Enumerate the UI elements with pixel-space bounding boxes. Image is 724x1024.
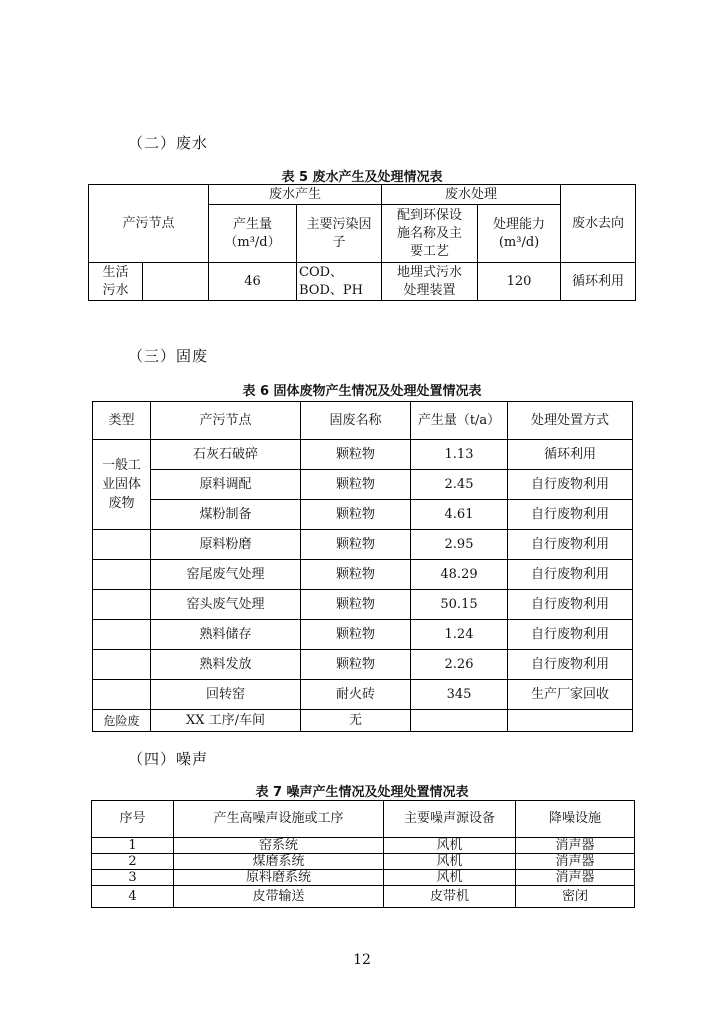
row-method: 自行废物利用 [508, 530, 633, 560]
row-empty [143, 263, 209, 301]
row-equipment: 皮带机 [384, 886, 516, 908]
row-measure: 密闭 [516, 886, 635, 908]
row-amount: 345 [411, 680, 508, 710]
row-node: 熟料发放 [151, 650, 301, 680]
row-process: 煤磨系统 [174, 854, 384, 870]
header-equipment: 主要噪声源设备 [384, 801, 516, 838]
row-amount: 2.26 [411, 650, 508, 680]
row-amount: 2.45 [411, 470, 508, 500]
row-waste-name: 颗粒物 [301, 650, 411, 680]
table7-caption: 表 7 噪声产生情况及处理处置情况表 [255, 785, 469, 800]
header-process: 产生高噪声设施或工序 [174, 801, 384, 838]
row-node: 回转窑 [151, 680, 301, 710]
row-method-empty [508, 710, 633, 732]
header-amount-unit: （m³/d） [224, 234, 281, 250]
row-waste-name: 颗粒物 [301, 500, 411, 530]
row-waste-name: 颗粒物 [301, 440, 411, 470]
row-type-empty [93, 560, 151, 590]
row-no: 1 [92, 838, 174, 854]
row-waste-name: 颗粒物 [301, 590, 411, 620]
row-amount-empty [411, 710, 508, 732]
row-amount: 50.15 [411, 590, 508, 620]
page-number: 12 [353, 952, 371, 968]
row-waste-name: 无 [301, 710, 411, 732]
row-method: 自行废物利用 [508, 470, 633, 500]
row-type-empty [93, 650, 151, 680]
row-equipment: 风机 [384, 838, 516, 854]
table6-caption: 表 6 固体废物产生情况及处理处置情况表 [242, 384, 482, 399]
row-amount: 2.95 [411, 530, 508, 560]
header-no: 序号 [92, 801, 174, 838]
row-capacity: 120 [478, 263, 561, 301]
header-waste-name: 固废名称 [301, 402, 411, 440]
row-equipment: 风机 [384, 870, 516, 886]
row-facility: 地埋式污水处理装置 [382, 263, 478, 301]
row-node: 窑头废气处理 [151, 590, 301, 620]
section-heading-wastewater: （二）废水 [128, 134, 209, 152]
row-type-empty [93, 590, 151, 620]
header-type: 类型 [93, 402, 151, 440]
row-node: 熟料储存 [151, 620, 301, 650]
row-node: XX 工序/车间 [151, 710, 301, 732]
header-node: 产污节点 [89, 185, 209, 263]
row-method: 自行废物利用 [508, 560, 633, 590]
header-amount-label: 产生量 [233, 216, 273, 232]
row-method: 自行废物利用 [508, 620, 633, 650]
row-process: 窑系统 [174, 838, 384, 854]
header-facility: 配到环保设施名称及主要工艺 [382, 205, 478, 263]
row-no: 4 [92, 886, 174, 908]
wastewater-table [88, 184, 636, 301]
row-waste-name: 颗粒物 [301, 530, 411, 560]
row-process: 原料磨系统 [174, 870, 384, 886]
header-method: 处理处置方式 [508, 402, 633, 440]
category-general-industrial: 一般工业固体废物 [93, 440, 151, 530]
row-amount: 1.13 [411, 440, 508, 470]
row-type-empty [93, 680, 151, 710]
row-equipment: 风机 [384, 854, 516, 870]
row-node: 原料调配 [151, 470, 301, 500]
row-method: 循环利用 [508, 440, 633, 470]
row-type-empty [93, 620, 151, 650]
row-waste-name: 颗粒物 [301, 560, 411, 590]
row-no: 2 [92, 854, 174, 870]
noise-table [91, 800, 635, 908]
header-capacity-unit: (m³/d) [498, 234, 540, 250]
header-destination: 废水去向 [561, 185, 636, 263]
row-node: 生活污水 [89, 263, 143, 301]
section-heading-noise: （四）噪声 [128, 750, 209, 768]
row-method: 生产厂家回收 [508, 680, 633, 710]
header-capacity-label: 处理能力 [493, 216, 546, 232]
header-pollutants: 主要污染因子 [297, 205, 382, 263]
row-destination: 循环利用 [561, 263, 636, 301]
section-heading-solid-waste: （三）固废 [128, 347, 209, 365]
row-measure: 消声器 [516, 854, 635, 870]
row-method: 自行废物利用 [508, 500, 633, 530]
row-type-hazardous: 危险废 [93, 710, 151, 732]
row-no: 3 [92, 870, 174, 886]
row-amount: 1.24 [411, 620, 508, 650]
table5-caption: 表 5 废水产生及处理情况表 [281, 170, 443, 185]
solid-waste-table [92, 401, 633, 732]
row-waste-name: 颗粒物 [301, 470, 411, 500]
row-amount: 46 [209, 263, 297, 301]
row-method: 自行废物利用 [508, 650, 633, 680]
row-node: 窑尾废气处理 [151, 560, 301, 590]
row-measure: 消声器 [516, 838, 635, 854]
row-amount: 48.29 [411, 560, 508, 590]
row-measure: 消声器 [516, 870, 635, 886]
header-node: 产污节点 [151, 402, 301, 440]
row-type-empty [93, 530, 151, 560]
row-node: 煤粉制备 [151, 500, 301, 530]
header-capacity [478, 205, 561, 263]
row-amount: 4.61 [411, 500, 508, 530]
row-process: 皮带输送 [174, 886, 384, 908]
row-node: 石灰石破碎 [151, 440, 301, 470]
row-method: 自行废物利用 [508, 590, 633, 620]
row-pollutants: COD、BOD、PH [297, 263, 382, 301]
row-waste-name: 颗粒物 [301, 620, 411, 650]
header-amount: 产生量（t/a） [411, 402, 508, 440]
header-treatment: 废水处理 [382, 185, 561, 205]
row-waste-name: 耐火砖 [301, 680, 411, 710]
row-node: 原料粉磨 [151, 530, 301, 560]
header-measure: 降噪设施 [516, 801, 635, 838]
header-generation: 废水产生 [209, 185, 382, 205]
header-amount [209, 205, 297, 263]
